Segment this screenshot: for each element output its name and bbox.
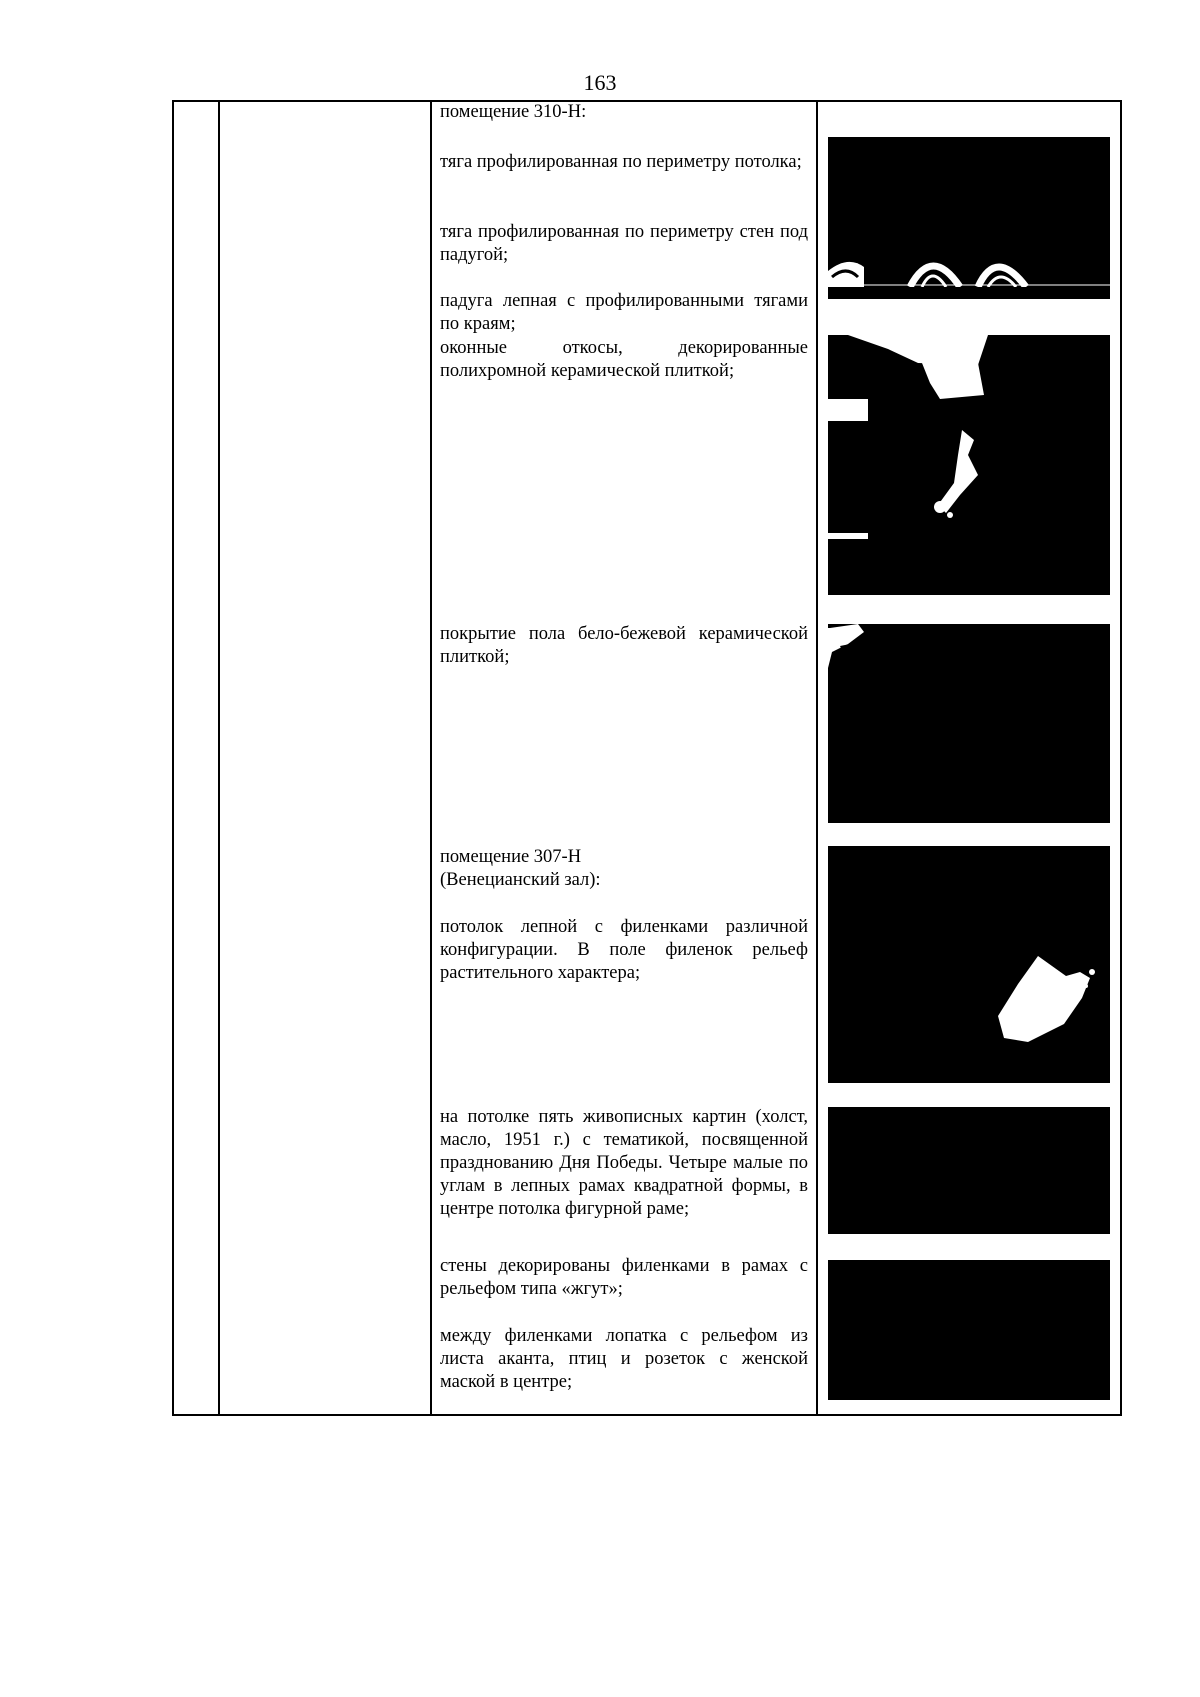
photo-ceiling-panels <box>828 846 1110 1083</box>
table-column-divider <box>218 102 220 1414</box>
table-column-divider <box>816 102 818 1414</box>
paragraph-ceiling-panels: потолок лепной с филенками различной конфигурации. В поле филенок рельеф растительного характера; <box>440 917 808 983</box>
photo-floor <box>828 624 1110 823</box>
room-310-heading: помещение 310-Н: <box>440 102 587 122</box>
paragraph-wall-molding: тяга профилированная по периметру стен под падугой; <box>440 222 808 265</box>
table-column-divider <box>430 102 432 1414</box>
paragraph-floor: покрытие пола бело-бежевой керамической плиткой; <box>440 624 808 667</box>
photo-window-reveals <box>828 335 1110 595</box>
paragraph-paintings: на потолке пять живописных картин (холст, масло, 1951 г.) с тематикой, посвященной празднованию Дня Победы. Четыре малые по углам в лепных рамах квадратной формы, в центре потолка фигурной раме; <box>440 1107 808 1219</box>
page-number: 163 <box>583 70 617 95</box>
paragraph-wall-panels: стены декорированы филенками в рамах с рельефом типа «жгут»; <box>440 1256 808 1299</box>
photo-wall-panels <box>828 1260 1110 1400</box>
paragraph-ceiling-molding: тяга профилированная по периметру потолка; <box>440 152 802 172</box>
paragraph-pilaster: между филенками лопатка с рельефом из листа аканта, птиц и розеток с женской маской в центре; <box>440 1326 808 1392</box>
room-307-heading: помещение 307-Н <box>440 847 582 867</box>
photo-ceiling-paintings <box>828 1107 1110 1234</box>
paragraph-cove: падуга лепная с профилированными тягами по краям; <box>440 291 808 334</box>
photo-ceiling-molding <box>828 137 1110 299</box>
room-307-subheading: (Венецианский зал): <box>440 870 601 890</box>
paragraph-window-reveals: оконные откосы, декорированные полихромной керамической плиткой; <box>440 338 808 381</box>
